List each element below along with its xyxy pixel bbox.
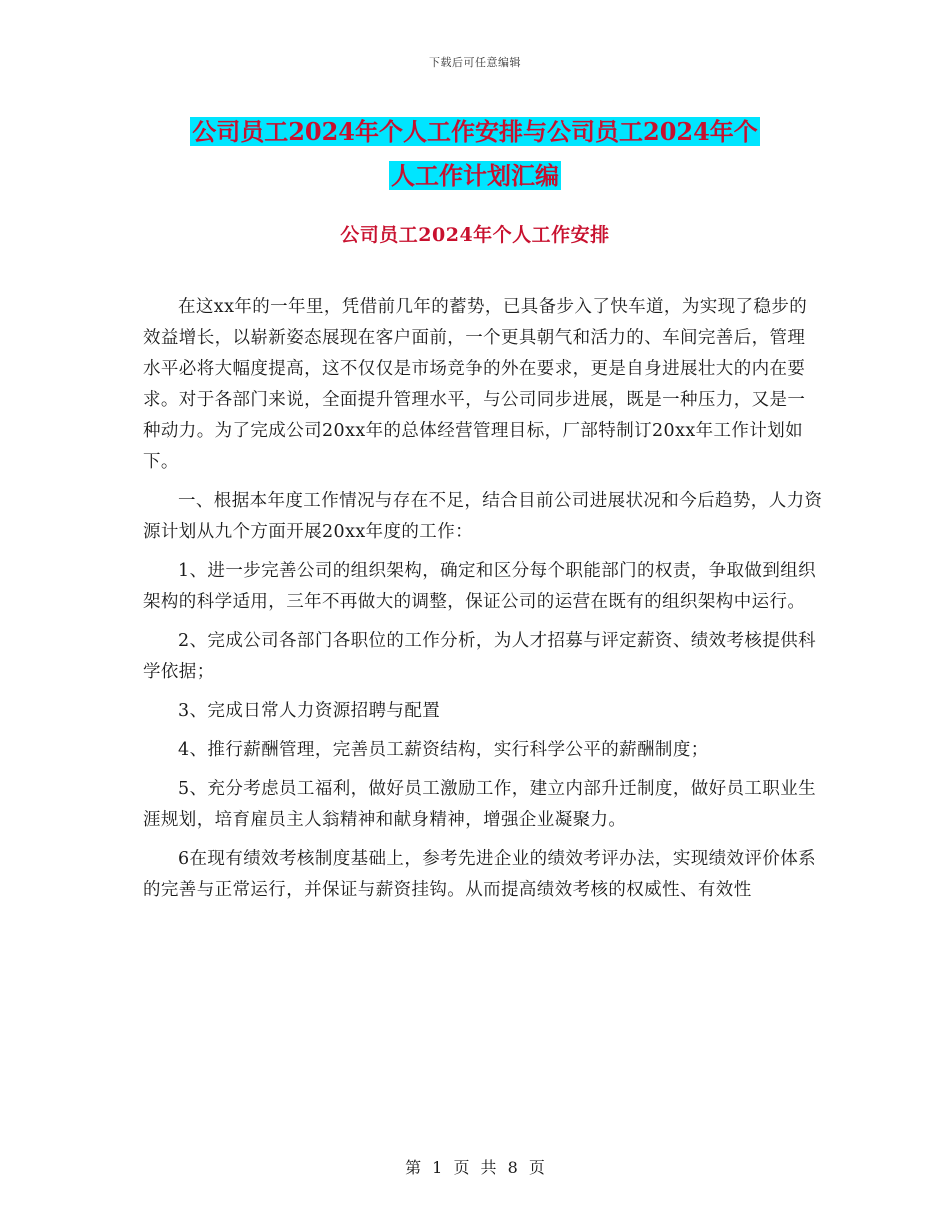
- document-title: [140, 110, 810, 198]
- paragraph-item-2: 2、完成公司各部门各职位的工作分析，为人才招募与评定薪资、绩效考核提供科学依据；: [143, 631, 817, 682]
- document-body: [143, 292, 823, 914]
- document-title-line1: 公司员工2024年个人工作安排与公司员工2024年个: [192, 117, 758, 146]
- paragraph-item-1: 1、进一步完善公司的组织架构，确定和区分每个职能部门的权责，争取做到组织架构的科学适用，三年不再做大的调整，保证公司的运营在既有的组织架构中运行。: [143, 561, 817, 612]
- header-note: 下载后可任意编辑: [429, 56, 521, 69]
- paragraph-item-6: 6在现有绩效考核制度基础上，参考先进企业的绩效考评办法，实现绩效评价体系的完善与正常运行，并保证与薪资挂钩。从而提高绩效考核的权威性、有效性: [143, 849, 817, 900]
- paragraph-item-4: 4、推行薪酬管理，完善员工薪资结构，实行科学公平的薪酬制度；: [178, 740, 709, 760]
- page-footer: 第 1 页 共 8 页: [405, 1158, 545, 1177]
- paragraph-item-5: 5、充分考虑员工福利，做好员工激励工作，建立内部升迁制度，做好员工职业生涯规划，培育雇员主人翁精神和献身精神，增强企业凝聚力。: [143, 779, 817, 830]
- document-title-line2: 人工作计划汇编: [391, 161, 559, 190]
- paragraph-intro: 在这xx年的一年里，凭借前几年的蓄势，已具备步入了快车道，为实现了稳步的效益增长，以崭新姿态展现在客户面前，一个更具朝气和活力的、车间完善后，管理水平必将大幅度提高，这不仅仅是市场竞争的外在要求，更是自身进展壮大的内在要求。对于各部门来说，全面提升管理水平，与公司同步进展，既是一种压力，又是一种动力。为了完成公司20xx年的总体经营管理目标，厂部特制订20xx年工作计划如下。: [143, 297, 808, 472]
- section-title: 公司员工2024年个人工作安排: [340, 224, 610, 246]
- paragraph-plan-overview: 一、根据本年度工作情况与存在不足，结合目前公司进展状况和今后趋势，人力资源计划从九个方面开展20xx年度的工作：: [143, 491, 823, 542]
- paragraph-item-3: 3、完成日常人力资源招聘与配置: [178, 701, 441, 721]
